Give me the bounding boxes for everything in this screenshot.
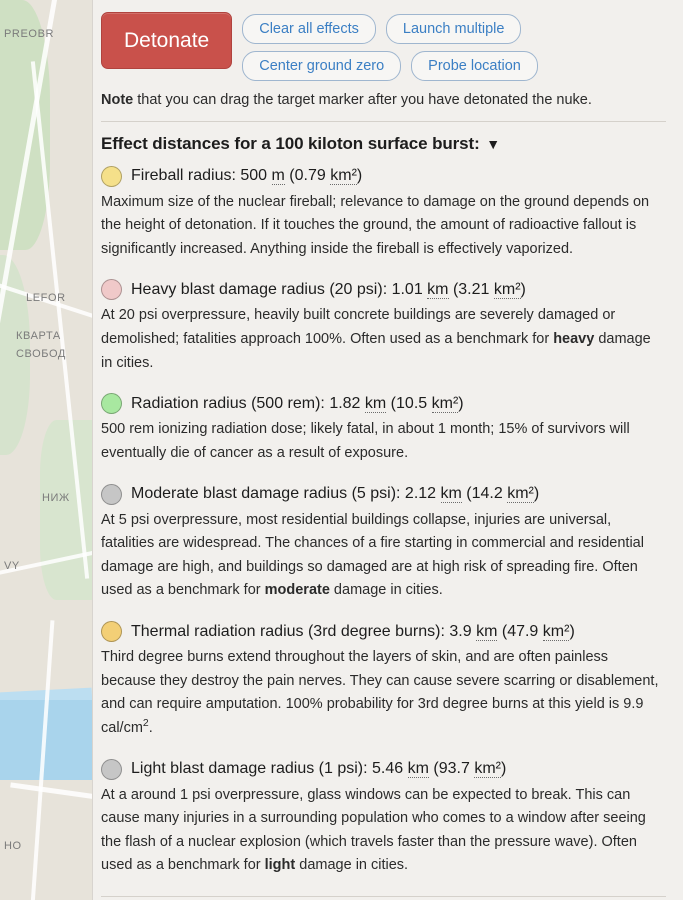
effect-area-number: 47.9: [507, 622, 539, 640]
pill-button-group: [242, 12, 538, 81]
effect-title: [101, 166, 666, 187]
controls-row: [101, 8, 666, 87]
effect-area-number: 10.5: [396, 395, 428, 413]
pill-row-bottom: [242, 51, 538, 81]
section-divider: [101, 121, 666, 122]
effect-description-emphasis: light: [264, 857, 296, 874]
effect-name: Fireball radius: [131, 167, 232, 185]
color-swatch-icon: [101, 393, 122, 414]
color-swatch-icon: [101, 621, 122, 642]
effect-description: [101, 784, 666, 879]
effect-area-unit: km²: [330, 167, 357, 185]
effect-description: Maximum size of the nuclear fireball; relevance to damage on the ground depends on the height of detonation. If it touches the ground, the amount of radioactive fallout is significantly increased. Anything inside the fireball is effectively vaporized.: [101, 193, 650, 257]
map-label: VY: [4, 560, 20, 572]
effect-description-superscript: 2: [142, 718, 149, 730]
effect-value: 5.46: [372, 760, 404, 778]
effect-name: Heavy blast damage radius (20 psi): [131, 281, 383, 299]
color-swatch-icon: [101, 759, 122, 780]
effect-description-emphasis: moderate: [264, 582, 330, 599]
effect-title-text: Moderate blast damage radius (5 psi): 2.12 km (14.2 km²): [131, 485, 540, 503]
effect-title-text: Light blast damage radius (1 psi): 5.46 km (93.7 km²): [131, 760, 507, 778]
map-label: СВОБОД: [16, 348, 66, 360]
effects-heading[interactable]: [101, 134, 666, 154]
map-label: LEFOR: [26, 292, 66, 304]
effect-value: 2.12: [404, 485, 437, 503]
effect-description: [101, 646, 666, 741]
effect-title: [101, 759, 666, 780]
map-label: PREOBR: [4, 28, 55, 40]
effect-description-pre: At a around 1 psi overpressure, glass windows can be expected to break. This can cause many injuries in a surrounding population who comes to a window after seeing the flash of a nuclear explosion (which travels faster than the pressure wave). Often used as a benchmark for: [101, 786, 646, 874]
effect-title-text: Fireball radius: 500 m (0.79 km²): [131, 167, 363, 185]
map-canvas[interactable]: [0, 0, 92, 900]
effect-description: 500 rem ionizing radiation dose; likely fatal, in about 1 month; 15% of survivors will eventually die of cancer as a result of exposure.: [101, 421, 630, 461]
effect-entry-fireball: [101, 166, 666, 262]
drag-marker-note: [101, 87, 666, 119]
effect-entry-thermal-radiation: [101, 621, 666, 741]
effects-panel: [92, 0, 683, 900]
effect-description-pre: At 5 psi overpressure, most residential buildings collapse, injuries are universal, fatalities are widespread. The chances of a fire starting in commercial and residential damage are high, and buildings so damaged are at high risk of spreading fire. Often used as a benchmark for: [101, 511, 644, 599]
effect-title: [101, 621, 666, 642]
effect-unit: km: [476, 622, 498, 640]
effect-entry-heavy-blast: [101, 279, 666, 375]
launch-multiple-button[interactable]: Launch multiple: [386, 14, 522, 44]
detonate-button[interactable]: Detonate: [101, 12, 232, 69]
effect-title-text: Heavy blast damage radius (20 psi): 1.01 km (3.21 km²): [131, 281, 526, 299]
effect-area-unit: km²: [493, 281, 521, 299]
effect-unit: km: [440, 485, 462, 503]
effect-description-post: damage in cities.: [295, 857, 409, 874]
effect-area-number: 0.79: [294, 167, 326, 185]
effect-value: 500: [240, 167, 268, 185]
effect-entry-radiation: [101, 393, 666, 465]
effect-area-number: 3.21: [458, 281, 490, 299]
color-swatch-icon: [101, 166, 122, 187]
effect-name: Moderate blast damage radius (5 psi): [131, 485, 397, 503]
note-text: that you can drag the target marker after you have detonated the nuke.: [133, 92, 592, 108]
color-swatch-icon: [101, 484, 122, 505]
effect-unit: km: [407, 760, 429, 778]
effect-entry-moderate-blast: [101, 484, 666, 604]
chevron-down-icon[interactable]: ▼: [486, 135, 501, 152]
effect-unit: km: [364, 395, 387, 413]
effect-description-post: .: [148, 719, 153, 736]
effect-description: [101, 304, 666, 375]
note-label: Note: [101, 92, 134, 108]
effect-description-post: damage in cities.: [329, 582, 443, 599]
effect-name: Thermal radiation radius (3rd degree burns): [131, 622, 441, 640]
effects-heading-text: Effect distances for a 100 kiloton surface burst:: [101, 133, 480, 153]
effect-area-unit: km²: [507, 485, 534, 503]
map-label: НО: [4, 840, 22, 852]
map-label: КВАРТА: [16, 330, 61, 342]
pill-row-top: [242, 14, 538, 44]
color-swatch-icon: [101, 279, 122, 300]
effect-description-post: damage in cities.: [101, 331, 651, 371]
effect-unit: km: [427, 281, 449, 299]
effect-entry-light-blast: [101, 759, 666, 879]
effect-name: Radiation radius (500 rem): [131, 395, 321, 413]
effect-description-pre: At 20 psi overpressure, heavily built concrete buildings are severely damaged or demolished; fatalities approach 100%. Often used as a benchmark for: [101, 307, 616, 348]
effect-description: [101, 509, 666, 604]
section-divider-bottom: [101, 896, 666, 897]
effect-title: [101, 279, 666, 300]
effect-area-number: 14.2: [471, 485, 503, 503]
effect-name: Light blast damage radius (1 psi): [131, 760, 364, 778]
effect-title-text: Radiation radius (500 rem): 1.82 km (10.5 km²): [131, 395, 464, 413]
effect-description-emphasis: heavy: [553, 331, 595, 348]
effect-value: 3.9: [449, 622, 472, 640]
center-ground-zero-button[interactable]: Center ground zero: [242, 51, 401, 81]
clear-all-effects-button[interactable]: Clear all effects: [242, 14, 376, 44]
effect-value: 1.82: [329, 395, 361, 413]
effect-title: [101, 393, 666, 414]
effect-area-unit: km²: [431, 395, 459, 413]
effect-unit: m: [271, 167, 285, 185]
probe-location-button[interactable]: Probe location: [411, 51, 538, 81]
effect-value: 1.01: [391, 281, 423, 299]
effect-title: [101, 484, 666, 505]
effect-description-pre: Third degree burns extend throughout the layers of skin, and are often painless because they destroy the pain nerves. They can cause severe scarring or disablement, and can require amputation. 100% probability for 3rd degree burns at this yield is 9.9 cal/cm: [101, 649, 659, 736]
effect-area-unit: km²: [474, 760, 501, 778]
effect-title-text: Thermal radiation radius (3rd degree burns): 3.9 km (47.9 km²): [131, 622, 575, 640]
effect-area-unit: km²: [542, 622, 570, 640]
map-label: НИЖ: [42, 492, 70, 504]
effect-area-number: 93.7: [438, 760, 470, 778]
